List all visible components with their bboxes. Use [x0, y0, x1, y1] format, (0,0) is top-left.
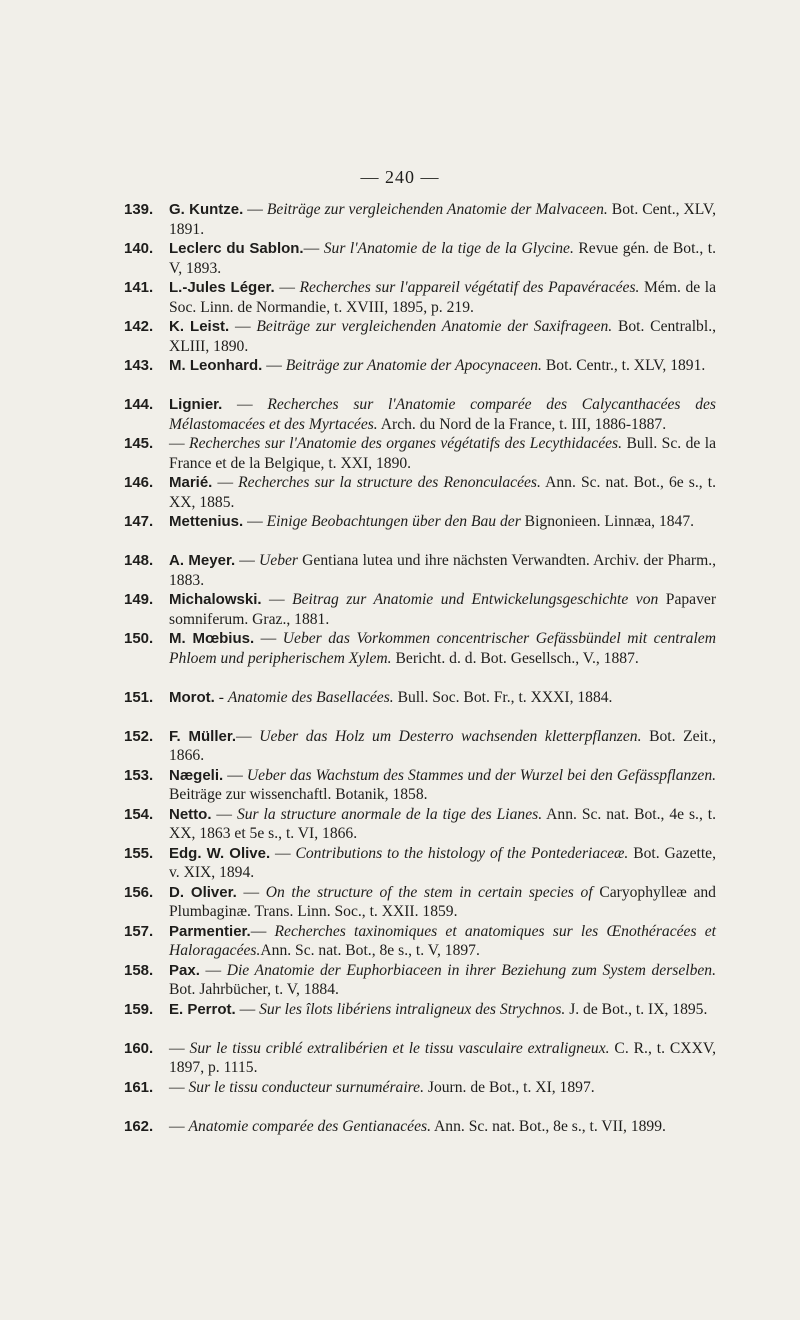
bibliography-entry	[124, 317, 716, 356]
entry-separator: —	[222, 396, 268, 413]
entry-author: E. Perrot.	[169, 1000, 236, 1018]
entry-title: Anatomie comparée des Gentianacées.	[188, 1117, 431, 1135]
bibliography-entry	[124, 395, 716, 434]
entry-separator: —	[243, 513, 267, 530]
entry-title: Ueber das Wachstum des Stammes und der Wurzel bei den Gefässpflanzen.	[246, 766, 717, 784]
bibliography-entry	[124, 551, 716, 590]
entry-author: Michalowski.	[169, 591, 262, 608]
entry-author: M. Leonhard.	[169, 357, 263, 374]
entry-author: F. Müller.	[169, 727, 237, 745]
entry-separator: —	[199, 961, 227, 979]
bibliography-entry	[124, 590, 716, 629]
entry-number: 156.	[124, 883, 154, 901]
entry-title: On the structure of the stem in certain species of	[265, 883, 593, 901]
entry-separator: —	[236, 883, 266, 901]
entry-author: M. Mœbius.	[169, 630, 255, 647]
entry-separator: —	[303, 240, 324, 257]
entry-author: Netto.	[169, 805, 212, 823]
entry-number: 143.	[124, 357, 154, 374]
entry-source: Revue gén. de Bot., t. V, 1893.	[169, 240, 716, 277]
bibliography-entry	[124, 356, 716, 395]
entry-source: C. R., t. CXXV, 1897, p. 1115.	[169, 1039, 716, 1076]
entry-source: Bot. Centr., t. XLV, 1891.	[541, 357, 706, 374]
entry-source: Bull. Soc. Bot. Fr., t. XXXI, 1884.	[393, 688, 613, 706]
bibliography-entry	[124, 473, 716, 512]
entry-source: Papaver somniferum. Graz., 1881.	[169, 591, 717, 628]
entry-separator: —	[254, 630, 283, 647]
entry-separator: —	[229, 318, 257, 335]
entry-author: G. Kuntze.	[169, 201, 244, 218]
entry-source: J. de Bot., t. IX, 1895.	[565, 1000, 708, 1018]
entry-separator: —	[169, 1078, 189, 1096]
entry-title: Beiträge zur Anatomie der Apocynaceen.	[285, 357, 542, 374]
entry-title: Sur la structure anormale de la tige des Lianes.	[236, 805, 543, 823]
entry-number: 158.	[124, 961, 154, 979]
entry-source: Beiträge zur wissenchaftl. Botanik, 1858.	[169, 786, 428, 803]
bibliography-entry	[124, 1000, 716, 1039]
entry-author: Morot.	[169, 688, 215, 706]
entry-source: Bull. Sc. de la France et de la Belgique, t. XXI, 1890.	[169, 435, 717, 472]
entry-separator: —	[223, 766, 247, 784]
entry-source: Caryophylleæ and Plumbaginæ. Trans. Linn. Soc., t. XXII. 1859.	[169, 883, 716, 920]
bibliography-entry	[124, 961, 716, 1000]
entry-number: 139.	[124, 201, 154, 218]
entry-title: Ueber	[259, 552, 299, 569]
entry-number: 152.	[124, 727, 154, 745]
entry-number: 147.	[124, 513, 154, 530]
entry-author: A. Meyer.	[169, 552, 236, 569]
bibliography-entry	[124, 922, 716, 961]
bibliography-entry	[124, 512, 716, 551]
bibliography-entry	[124, 805, 716, 844]
entry-author: D. Oliver.	[169, 883, 237, 901]
entry-separator: —	[270, 844, 296, 862]
entry-number: 145.	[124, 435, 154, 452]
entry-title: Beiträge zur vergleichenden Anatomie der Saxifrageen.	[256, 318, 613, 335]
entry-title: Ueber das Vorkommen concentrischer Gefässbündel mit centralem Phloem und peripherischem Xylem.	[169, 630, 716, 667]
entry-separator: —	[261, 591, 293, 608]
entry-source: Ann. Sc. nat. Bot., 8e s., t. V, 1897.	[260, 942, 480, 959]
bibliography-entry	[124, 629, 716, 688]
entry-number: 140.	[124, 240, 154, 257]
entry-title: Sur les îlots libériens intraligneux des Strychnos.	[259, 1000, 566, 1018]
entry-source: Bericht. d. d. Bot. Gesellsch., V., 1887.	[391, 649, 639, 667]
entry-source: Gentiana lutea und ihre nächsten Verwandten. Archiv. der Pharm., 1883.	[169, 552, 717, 589]
entry-number: 162.	[124, 1117, 154, 1135]
bibliography-list	[124, 200, 716, 1156]
entry-author: Pax.	[169, 961, 200, 979]
entry-number: 146.	[124, 474, 154, 491]
entry-separator: —	[243, 201, 267, 218]
entry-number: 153.	[124, 766, 154, 784]
entry-title: Beitrag zur Anatomie und Entwickelungsgeschichte von	[292, 591, 659, 608]
entry-title: Sur le tissu conducteur surnuméraire.	[188, 1078, 424, 1096]
entry-separator: -	[214, 688, 228, 706]
entry-separator: —	[169, 435, 190, 452]
bibliography-entry	[124, 766, 716, 805]
entry-source: Ann. Sc. nat. Bot., 6e s., t. XX, 1885.	[169, 474, 716, 511]
entry-author: Lignier.	[169, 396, 223, 413]
entry-source: Arch. du Nord de la France, t. III, 1886-1887.	[377, 415, 667, 433]
entry-number: 155.	[124, 844, 154, 862]
entry-author: Nægeli.	[169, 766, 224, 784]
entry-title: Die Anatomie der Euphorbiaceen in ihrer Beziehung zum System derselben.	[226, 961, 716, 979]
entry-source: Bot. Cent., XLV, 1891.	[169, 201, 716, 238]
entry-title: Beiträge zur vergleichenden Anatomie der Malvaceen.	[266, 201, 608, 218]
entry-author: Leclerc du Sablon.	[169, 240, 304, 257]
entry-title: Sur le tissu criblé extralibérien et le tissu vasculaire extraligneux.	[189, 1039, 610, 1057]
entry-title: Recherches sur l'Anatomie des organes végétatifs des Lecythidacées.	[189, 435, 623, 452]
bibliography-entry	[124, 434, 716, 473]
entry-title: Anatomie des Basellacées.	[227, 688, 394, 706]
entry-source: Journ. de Bot., t. XI, 1897.	[423, 1078, 595, 1096]
bibliography-entry	[124, 200, 716, 239]
entry-separator: —	[235, 1000, 260, 1018]
entry-number: 144.	[124, 396, 154, 413]
entry-source: Ann. Sc. nat. Bot., 8e s., t. VII, 1899.	[431, 1117, 666, 1135]
entry-title: Recherches taxinomiques et anatomiques sur les Œnothéracées et Haloragacées.	[169, 922, 716, 959]
entry-source: Bot. Zeit., 1866.	[169, 727, 716, 764]
entry-number: 141.	[124, 279, 154, 296]
entry-title: Recherches sur la structure des Renonculacées.	[238, 474, 541, 491]
bibliography-entry	[124, 1039, 716, 1078]
entry-separator: —	[235, 552, 260, 569]
entry-author: Marié.	[169, 474, 213, 491]
entry-source: Ann. Sc. nat. Bot., 4e s., t. XX, 1863 et 5e s., t. VI, 1866.	[169, 805, 717, 842]
bibliography-entry	[124, 688, 716, 727]
entry-number: 159.	[124, 1000, 154, 1018]
entry-number: 157.	[124, 922, 154, 940]
entry-author: K. Leist.	[169, 318, 230, 335]
entry-author: Mettenius.	[169, 513, 244, 530]
bibliography-entry	[124, 883, 716, 922]
entry-title: Einige Beobachtungen über den Bau der	[266, 513, 521, 530]
entry-separator: —	[212, 474, 239, 491]
entry-title: Recherches sur l'appareil végétatif des Papavéracées.	[299, 279, 640, 296]
entry-separator: —	[250, 922, 275, 940]
entry-author: Edg. W. Olive.	[169, 844, 271, 862]
entry-number: 149.	[124, 591, 154, 608]
page-number: — 240 —	[360, 167, 440, 187]
bibliography-entry	[124, 239, 716, 278]
entry-separator: —	[274, 279, 300, 296]
entry-source: Bot. Jahrbücher, t. V, 1884.	[169, 981, 339, 998]
entry-source: Mém. de la Soc. Linn. de Normandie, t. XVIII, 1895, p. 219.	[169, 279, 717, 316]
entry-number: 148.	[124, 552, 154, 569]
bibliography-entry	[124, 844, 716, 883]
entry-title: Sur l'Anatomie de la tige de la Glycine.	[323, 240, 574, 257]
entry-number: 160.	[124, 1039, 154, 1057]
bibliography-entry	[124, 1117, 716, 1156]
entry-number: 154.	[124, 805, 154, 823]
entry-number: 142.	[124, 318, 154, 335]
entry-title: Contributions to the histology of the Pontederiaceæ.	[295, 844, 629, 862]
entry-number: 151.	[124, 688, 154, 706]
entry-source: Bot. Gazette, v. XIX, 1894.	[169, 844, 717, 881]
entry-separator: —	[262, 357, 286, 374]
entry-number: 161.	[124, 1078, 154, 1096]
entry-source: Bot. Centralbl., XLIII, 1890.	[169, 318, 716, 355]
entry-author: L.-Jules Léger.	[169, 279, 275, 296]
bibliography-entry	[124, 1078, 716, 1117]
entry-number: 150.	[124, 630, 154, 647]
bibliography-entry	[124, 727, 716, 766]
entry-author: Parmentier.	[169, 922, 251, 940]
entry-title: Ueber das Holz um Desterro wachsenden kletterpflanzen.	[259, 727, 642, 745]
entry-title: Recherches sur l'Anatomie comparée des Calycanthacées des Mélastomacées et des Myrtacées.	[169, 396, 716, 433]
entry-separator: —	[211, 805, 237, 823]
bibliography-entry	[124, 278, 716, 317]
entry-separator: —	[169, 1117, 189, 1135]
entry-source: Bignonieen. Linnæa, 1847.	[520, 513, 695, 530]
entry-separator: —	[169, 1039, 190, 1057]
entry-separator: —	[236, 727, 260, 745]
